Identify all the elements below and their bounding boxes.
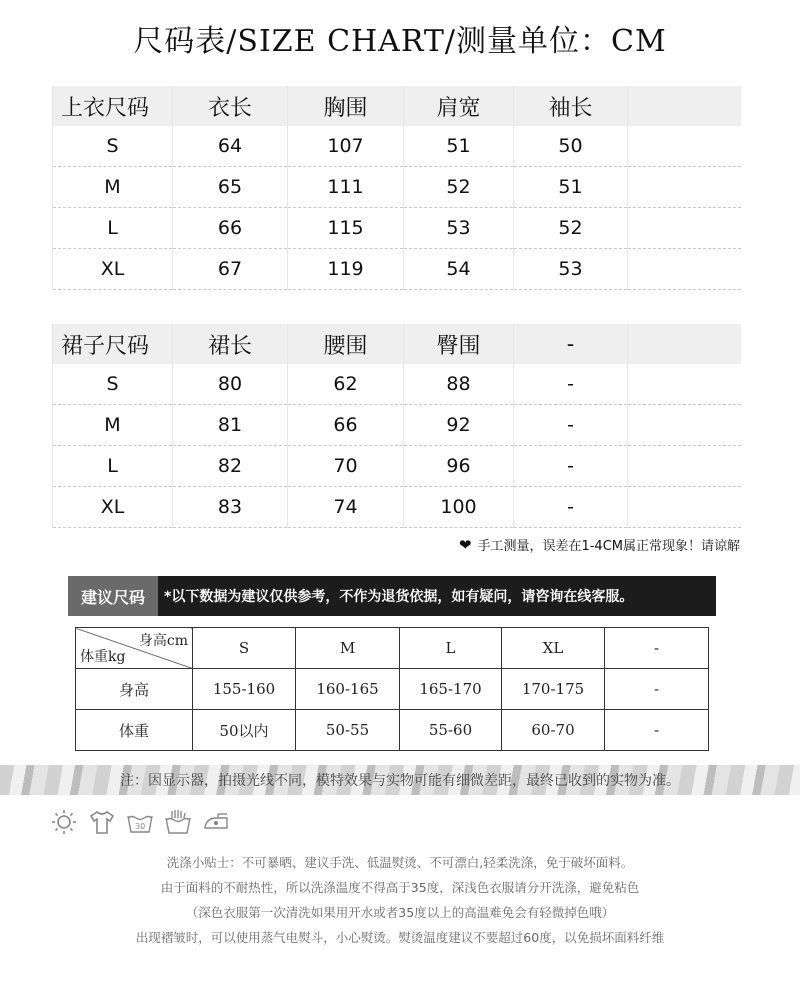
corner-cell [76,628,193,669]
weight-axis-label: 体重kg [80,649,126,665]
header-cell: 上衣尺码 [53,86,173,126]
table-row [53,167,741,208]
disclaimer-banner [0,765,800,795]
header-cell: 胸围 [288,86,404,126]
header-cell: L [400,628,502,669]
measure-note-text: 手工测量，误差在1-4CM属正常现象！请谅解 [477,539,740,554]
table-cell: S [53,364,173,405]
table-cell: 52 [404,167,514,208]
table-cell [628,208,741,249]
table-cell [628,446,741,487]
table-cell: 70 [288,446,404,487]
care-line: 洗涤小贴士：不可暴晒、建议手洗、低温熨烫、不可漂白,轻柔洗涤，免于破坏面料。 [166,855,634,870]
table-cell: L [53,208,173,249]
table-cell: 165-170 [400,669,502,710]
table-row [53,487,741,528]
table-cell [628,487,741,528]
table-cell [628,249,741,290]
table-cell [628,364,741,405]
header-cell: XL [502,628,605,669]
table-cell: - [514,446,628,487]
table-row [76,710,709,751]
care-line: 出现褶皱时，可以使用蒸气电熨斗，小心熨烫。熨烫温度建议不要超过60度，以免损坏面料纤维 [135,930,665,945]
table-cell: 155-160 [193,669,296,710]
table-cell: 115 [288,208,404,249]
table-cell: 64 [173,126,288,167]
table-cell: 66 [173,208,288,249]
header-cell: 袖长 [514,86,628,126]
table-cell: 80 [173,364,288,405]
page-title: 尺码表/SIZE CHART/测量单位：CM [133,24,667,59]
table-cell: - [514,405,628,446]
header-cell: 裙长 [173,324,288,364]
header-cell: 臀围 [404,324,514,364]
table-row [76,669,709,710]
table-cell: 50以内 [193,710,296,751]
table-cell: 60-70 [502,710,605,751]
header-cell: - [514,324,628,364]
table-cell: 66 [288,405,404,446]
skirt-size-table [52,324,741,528]
table-cell: 74 [288,487,404,528]
table-cell: 81 [173,405,288,446]
care-line: （深色衣服第一次清洗如果用开水或者35度以上的高温难免会有轻微掉色哦） [185,905,615,920]
table-cell: S [53,126,173,167]
table-cell: 65 [173,167,288,208]
heart-icon: ❤ [458,536,472,554]
table-cell: 51 [404,126,514,167]
header-cell: 裙子尺码 [53,324,173,364]
table-cell: 50 [514,126,628,167]
top-size-table [52,86,741,290]
table-row [53,364,741,405]
table-row [53,446,741,487]
table-row [53,208,741,249]
table-cell: 52 [514,208,628,249]
header-cell: S [193,628,296,669]
table-cell: 107 [288,126,404,167]
care-line: 由于面料的不耐热性，所以洗涤温度不得高于35度，深浅色衣服请分开洗涤，避免粘色 [160,880,640,895]
table-row [53,249,741,290]
table-cell: 170-175 [502,669,605,710]
table-cell: 160-165 [296,669,400,710]
advice-banner [68,576,716,616]
table-cell: 54 [404,249,514,290]
table-cell: 83 [173,487,288,528]
height-axis-label: 身高cm [138,633,188,649]
table-cell: 55-60 [400,710,502,751]
header-cell: 腰围 [288,324,404,364]
care-icons [50,808,230,836]
table-cell: 82 [173,446,288,487]
header-cell [628,324,741,364]
advice-tag: 建议尺码 [68,576,158,616]
table-cell: M [53,405,173,446]
row-label: 身高 [76,669,193,710]
recommend-size-table [75,627,709,751]
table-cell: 67 [173,249,288,290]
disclaimer-text: 注：因显示器，拍摄光线不同，模特效果与实物可能有细微差距，最终已收到的实物为准。 [120,773,680,789]
table-cell [628,167,741,208]
sun-icon [50,808,78,836]
svg-text:30: 30 [135,822,146,831]
table-cell: XL [53,487,173,528]
table-header-row [53,86,741,126]
table-cell: 62 [288,364,404,405]
table-cell: 51 [514,167,628,208]
header-cell: 衣长 [173,86,288,126]
header-cell: - [605,628,709,669]
table-cell: 119 [288,249,404,290]
shirt-icon [88,808,116,836]
table-cell: M [53,167,173,208]
table-row [53,405,741,446]
table-cell: 111 [288,167,404,208]
table-cell: L [53,446,173,487]
table-cell: 53 [514,249,628,290]
header-cell: 肩宽 [404,86,514,126]
row-label: 体重 [76,710,193,751]
table-cell: 50-55 [296,710,400,751]
table-cell: 88 [404,364,514,405]
table-cell: 100 [404,487,514,528]
table-cell: XL [53,249,173,290]
measure-note [459,535,740,554]
table-cell: 96 [404,446,514,487]
table-header-row [53,324,741,364]
advice-text: *以下数据为建议仅供参考，不作为退货依据，如有疑问，请咨询在线客服。 [164,589,634,605]
table-cell: - [514,487,628,528]
care-tips [0,850,800,950]
table-cell: - [514,364,628,405]
table-cell: 92 [404,405,514,446]
hand-wash-icon [164,808,192,836]
table-cell: - [605,710,709,751]
table-cell [628,405,741,446]
iron-icon [202,808,230,836]
table-cell: 53 [404,208,514,249]
table-cell [628,126,741,167]
table-cell: - [605,669,709,710]
header-cell: M [296,628,400,669]
table-row [53,126,741,167]
header-cell [628,86,741,126]
table-header-row [76,628,709,669]
wash-30-icon [126,808,154,836]
